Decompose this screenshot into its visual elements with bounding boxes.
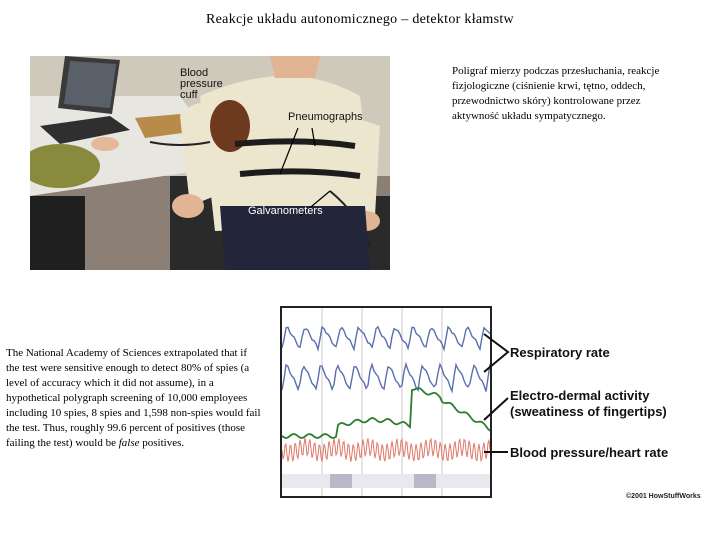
label-pneumographs: Pneumographs — [288, 111, 363, 123]
annotation-blood-pressure: Blood pressure/heart rate — [510, 445, 669, 460]
annotation-electrodermal-detail: (sweatiness of fingertips) — [510, 404, 667, 419]
polish-description: Poligraf mierzy podczas przesłuchania, reakcje fizjologiczne (ciśnienie krwi, tętno, oddech, przewodnictwo skóry) kontrolowane przez aktywność układu sympatycznego. — [452, 65, 660, 122]
copyright-credit: ©2001 HowStuffWorks — [626, 493, 701, 500]
english-description-text: The National Academy of Sciences extrapolated that if the test were sensitive enough to detect 80% of spies (a level of accuracy which it did not assume), in a hypothetical polygraph screening of 10,000 employees including 10 spies, 8 spies and 1,598 non-spies would fail the test. Thus, roughly 99.6 percent of positives (those failing the test) would be — [6, 347, 261, 449]
polygraph-photo — [30, 56, 390, 270]
label-galvanometers: Galvanometers — [248, 205, 323, 217]
slide-title: Reakcje układu autonomicznego – detektor kłamstw — [206, 12, 514, 27]
annotation-arrows — [482, 330, 510, 470]
polygraph-chart — [280, 306, 492, 498]
emphasis-false: false — [118, 437, 140, 449]
label-blood-pressure-cuff: Blood pressure cuff — [180, 67, 223, 101]
annotation-electrodermal-activity: Electro-dermal activity — [510, 388, 650, 403]
english-description-end: positives. — [139, 437, 185, 449]
english-description — [6, 346, 262, 451]
annotation-respiratory-rate: Respiratory rate — [510, 345, 610, 360]
